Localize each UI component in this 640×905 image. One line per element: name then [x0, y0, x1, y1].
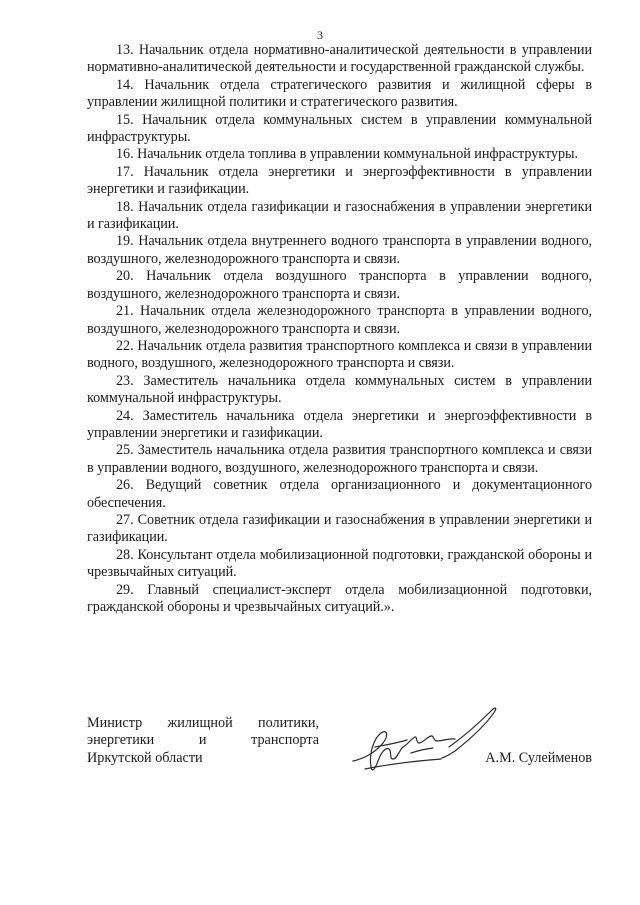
list-item: 24. Заместитель начальника отдела энергетики и энергоэффективности в управлении энергетики и газификации.	[87, 407, 592, 441]
position-list	[87, 42, 592, 616]
list-item: 13. Начальник отдела нормативно-аналитической деятельности в управлении нормативно-аналитической деятельности и государственной гражданской службы.	[87, 42, 592, 76]
list-item: 25. Заместитель начальника отдела развития транспортного комплекса и связи в управлении водного, воздушного, железнодорожного транспорта и связи.	[87, 442, 592, 476]
signatory-position-line: Иркутской области	[87, 749, 203, 766]
list-item: 22. Начальник отдела развития транспортного комплекса и связи в управлении водного, воздушного, железнодорожного транспорта и связи.	[87, 337, 592, 372]
list-item: 29. Главный специалист-эксперт отдела мобилизационной подготовки, гражданской обороны и чрезвычайных ситуаций.».	[87, 581, 592, 615]
list-item: 26. Ведущий советник отдела организационного и документационного обеспечения.	[87, 477, 592, 511]
signatory-position-line: Министр жилищной политики,	[87, 715, 319, 731]
signature-block	[87, 715, 592, 785]
list-item: 20. Начальник отдела воздушного транспорта в управлении водного, воздушного, железнодорожного транспорта и связи.	[87, 268, 592, 302]
signatory-name: А.М. Сулейменов	[485, 750, 592, 766]
signatory-position	[87, 715, 319, 767]
list-item: 23. Заместитель начальника отдела коммунальных систем в управлении коммунальной инфраструктуры.	[87, 372, 592, 407]
signatory-position-line: энергетики и транспорта	[87, 732, 319, 749]
list-item: 15. Начальник отдела коммунальных систем в управлении коммунальной инфраструктуры.	[87, 111, 592, 146]
handwritten-signature	[345, 703, 510, 785]
list-item: 17. Начальник отдела энергетики и энергоэффективности в управлении энергетики и газификации.	[87, 163, 592, 198]
list-item: 16. Начальник отдела топлива в управлении коммунальной инфраструктуры.	[116, 146, 578, 163]
list-item: 14. Начальник отдела стратегического развития и жилищной сферы в управлении жилищной политики и стратегического развития.	[87, 76, 592, 111]
page-number: 3	[317, 28, 323, 42]
list-item: 27. Советник отдела газификации и газоснабжения в управлении энергетики и газификации.	[87, 511, 592, 546]
list-item: 28. Консультант отдела мобилизационной подготовки, гражданской обороны и чрезвычайных ситуаций.	[87, 546, 592, 581]
list-item: 19. Начальник отдела внутреннего водного транспорта в управлении водного, воздушного, железнодорожного транспорта и связи.	[87, 233, 592, 267]
list-item: 21. Начальник отдела железнодорожного транспорта в управлении водного, воздушного, железнодорожного транспорта и связи.	[87, 303, 592, 337]
list-item: 18. Начальник отдела газификации и газоснабжения в управлении энергетики и газификации.	[87, 198, 592, 233]
